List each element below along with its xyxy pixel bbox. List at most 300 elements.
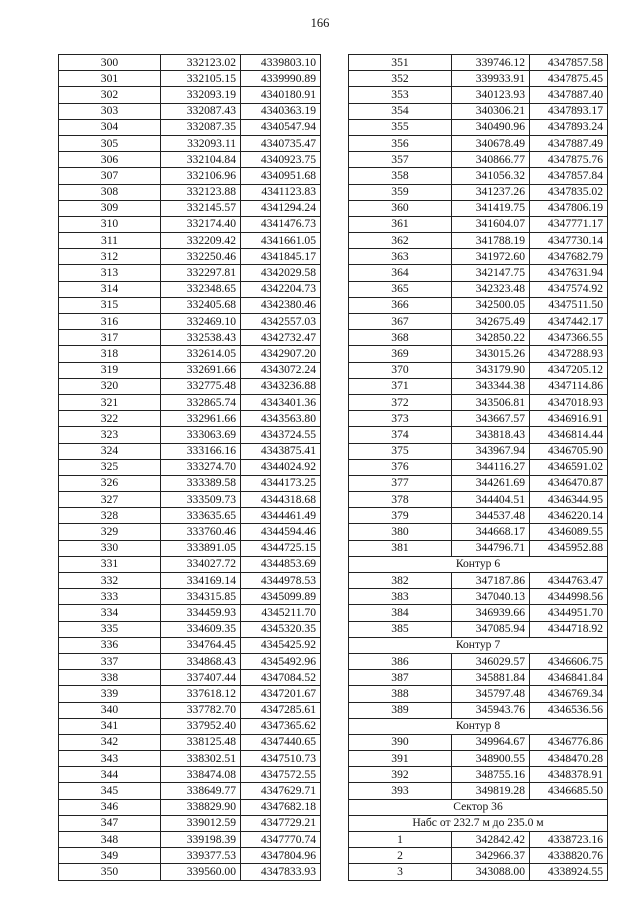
point-number: 356 xyxy=(349,135,452,151)
coordinate-y: 4340180.91 xyxy=(241,87,321,103)
coordinate-x: 334868.43 xyxy=(161,653,241,669)
point-number: 392 xyxy=(349,767,452,783)
coordinate-x: 340123.93 xyxy=(452,87,530,103)
point-number: 315 xyxy=(59,297,161,313)
table-row xyxy=(349,443,608,459)
table-row xyxy=(59,767,321,783)
coordinate-y: 4341845.17 xyxy=(241,249,321,265)
table-row xyxy=(349,216,608,232)
point-number: 303 xyxy=(59,103,161,119)
point-number: 330 xyxy=(59,540,161,556)
coordinate-y: 4347857.84 xyxy=(530,168,608,184)
coordinate-x: 333166.16 xyxy=(161,443,241,459)
coordinate-x: 332775.48 xyxy=(161,378,241,394)
table-row xyxy=(349,686,608,702)
table-row xyxy=(59,233,321,249)
coordinate-y: 4344725.15 xyxy=(241,540,321,556)
coordinate-y: 4347084.52 xyxy=(241,670,321,686)
point-number: 370 xyxy=(349,362,452,378)
table-row xyxy=(59,605,321,621)
section-header-row xyxy=(349,799,608,815)
section-header: Контур 7 xyxy=(349,637,608,653)
coordinate-x: 342842.42 xyxy=(452,832,530,848)
coordinate-x: 339198.39 xyxy=(161,832,241,848)
coordinate-x: 334027.72 xyxy=(161,556,241,572)
table-row xyxy=(349,492,608,508)
table-row xyxy=(59,589,321,605)
coordinate-x: 344796.71 xyxy=(452,540,530,556)
coordinate-x: 332348.65 xyxy=(161,281,241,297)
point-number: 374 xyxy=(349,427,452,443)
coordinate-x: 343967.94 xyxy=(452,443,530,459)
table-row xyxy=(59,508,321,524)
coordinate-y: 4342907.20 xyxy=(241,346,321,362)
coordinate-y: 4340923.75 xyxy=(241,152,321,168)
table-row xyxy=(59,362,321,378)
coordinate-y: 4347574.92 xyxy=(530,281,608,297)
table-row xyxy=(349,135,608,151)
coordinate-x: 333389.58 xyxy=(161,475,241,491)
coordinate-x: 338829.90 xyxy=(161,799,241,815)
table-row xyxy=(349,346,608,362)
point-number: 343 xyxy=(59,751,161,767)
coordinate-x: 340490.96 xyxy=(452,119,530,135)
point-number: 308 xyxy=(59,184,161,200)
point-number: 345 xyxy=(59,783,161,799)
table-row xyxy=(59,475,321,491)
coordinate-y: 4346841.84 xyxy=(530,670,608,686)
point-number: 381 xyxy=(349,540,452,556)
table-row xyxy=(59,799,321,815)
point-number: 373 xyxy=(349,411,452,427)
coordinate-x: 341972.60 xyxy=(452,249,530,265)
coordinate-x: 332104.84 xyxy=(161,152,241,168)
section-header-row xyxy=(349,815,608,831)
point-number: 310 xyxy=(59,216,161,232)
point-number: 391 xyxy=(349,751,452,767)
table-row xyxy=(59,297,321,313)
table-row xyxy=(59,686,321,702)
coordinate-y: 4347510.73 xyxy=(241,751,321,767)
table-row xyxy=(59,492,321,508)
coordinate-x: 349964.67 xyxy=(452,734,530,750)
point-number: 336 xyxy=(59,637,161,653)
table-row xyxy=(59,459,321,475)
point-number: 365 xyxy=(349,281,452,297)
coordinate-x: 332614.05 xyxy=(161,346,241,362)
section-header-row xyxy=(349,718,608,734)
coordinate-x: 342500.05 xyxy=(452,297,530,313)
point-number: 305 xyxy=(59,135,161,151)
point-number: 355 xyxy=(349,119,452,135)
coordinate-x: 337782.70 xyxy=(161,702,241,718)
coordinate-y: 4347511.50 xyxy=(530,297,608,313)
table-row xyxy=(349,233,608,249)
coordinate-y: 4345952.88 xyxy=(530,540,608,556)
coordinate-y: 4340547.94 xyxy=(241,119,321,135)
section-header-row xyxy=(349,637,608,653)
table-row xyxy=(59,848,321,864)
coordinate-x: 338125.48 xyxy=(161,734,241,750)
coordinate-y: 4340951.68 xyxy=(241,168,321,184)
coordinate-x: 334169.14 xyxy=(161,573,241,589)
table-row xyxy=(349,119,608,135)
coordinate-y: 4346591.02 xyxy=(530,459,608,475)
point-number: 309 xyxy=(59,200,161,216)
point-number: 2 xyxy=(349,848,452,864)
coordinate-y: 4345099.89 xyxy=(241,589,321,605)
table-row xyxy=(349,184,608,200)
point-number: 301 xyxy=(59,71,161,87)
coordinate-x: 341788.19 xyxy=(452,233,530,249)
coordinate-y: 4342732.47 xyxy=(241,330,321,346)
coordinate-x: 342850.22 xyxy=(452,330,530,346)
table-row xyxy=(59,249,321,265)
coordinate-x: 343344.38 xyxy=(452,378,530,394)
point-number: 320 xyxy=(59,378,161,394)
point-number: 341 xyxy=(59,718,161,734)
coordinate-y: 4341476.73 xyxy=(241,216,321,232)
table-row xyxy=(349,168,608,184)
coordinate-y: 4347442.17 xyxy=(530,314,608,330)
point-number: 377 xyxy=(349,475,452,491)
table-row xyxy=(349,87,608,103)
coordinate-y: 4347833.93 xyxy=(241,864,321,880)
coordinate-y: 4343563.80 xyxy=(241,411,321,427)
coordinate-y: 4346344.95 xyxy=(530,492,608,508)
point-number: 314 xyxy=(59,281,161,297)
coordinate-x: 341419.75 xyxy=(452,200,530,216)
point-number: 321 xyxy=(59,394,161,410)
coordinate-x: 343088.00 xyxy=(452,864,530,880)
coordinate-x: 332250.46 xyxy=(161,249,241,265)
point-number: 369 xyxy=(349,346,452,362)
point-number: 354 xyxy=(349,103,452,119)
table-row xyxy=(59,103,321,119)
table-row xyxy=(349,200,608,216)
coordinate-y: 4345320.35 xyxy=(241,621,321,637)
coordinate-y: 4347631.94 xyxy=(530,265,608,281)
coordinate-y: 4346220.14 xyxy=(530,508,608,524)
coordinate-x: 334315.85 xyxy=(161,589,241,605)
coordinate-y: 4343875.41 xyxy=(241,443,321,459)
coordinate-y: 4344998.56 xyxy=(530,589,608,605)
coordinate-x: 338302.51 xyxy=(161,751,241,767)
coordinate-y: 4346470.87 xyxy=(530,475,608,491)
coordinate-x: 339012.59 xyxy=(161,815,241,831)
coordinate-x: 342966.37 xyxy=(452,848,530,864)
table-row xyxy=(349,767,608,783)
coordinate-x: 344537.48 xyxy=(452,508,530,524)
coordinate-x: 345943.76 xyxy=(452,702,530,718)
point-number: 350 xyxy=(59,864,161,880)
coordinate-y: 4347893.24 xyxy=(530,119,608,135)
table-row xyxy=(59,216,321,232)
coordinate-y: 4339803.10 xyxy=(241,55,321,71)
point-number: 328 xyxy=(59,508,161,524)
point-number: 339 xyxy=(59,686,161,702)
table-row xyxy=(59,637,321,653)
coordinate-y: 4347440.65 xyxy=(241,734,321,750)
point-number: 386 xyxy=(349,653,452,669)
point-number: 363 xyxy=(349,249,452,265)
coordinate-y: 4347893.17 xyxy=(530,103,608,119)
table-row xyxy=(59,832,321,848)
point-number: 390 xyxy=(349,734,452,750)
table-row xyxy=(59,653,321,669)
table-row xyxy=(349,589,608,605)
point-number: 344 xyxy=(59,767,161,783)
coordinate-x: 332209.42 xyxy=(161,233,241,249)
coordinate-y: 4344461.49 xyxy=(241,508,321,524)
coordinate-y: 4342380.46 xyxy=(241,297,321,313)
table-row xyxy=(349,394,608,410)
point-number: 380 xyxy=(349,524,452,540)
coordinate-x: 332297.81 xyxy=(161,265,241,281)
point-number: 359 xyxy=(349,184,452,200)
coordinate-y: 4346606.75 xyxy=(530,653,608,669)
table-row xyxy=(59,71,321,87)
coordinate-y: 4344951.70 xyxy=(530,605,608,621)
coordinate-y: 4343724.55 xyxy=(241,427,321,443)
coordinate-y: 4344594.46 xyxy=(241,524,321,540)
coordinate-y: 4342204.73 xyxy=(241,281,321,297)
coordinate-x: 341056.32 xyxy=(452,168,530,184)
coordinate-x: 332691.66 xyxy=(161,362,241,378)
point-number: 357 xyxy=(349,152,452,168)
table-row xyxy=(59,670,321,686)
coordinate-y: 4347875.76 xyxy=(530,152,608,168)
coordinate-x: 332093.11 xyxy=(161,135,241,151)
table-row xyxy=(59,55,321,71)
table-row xyxy=(59,394,321,410)
point-number: 332 xyxy=(59,573,161,589)
table-row xyxy=(59,87,321,103)
point-number: 327 xyxy=(59,492,161,508)
coordinate-y: 4348470.28 xyxy=(530,751,608,767)
coordinate-x: 340678.49 xyxy=(452,135,530,151)
coordinate-x: 338474.08 xyxy=(161,767,241,783)
coordinate-y: 4346089.55 xyxy=(530,524,608,540)
point-number: 367 xyxy=(349,314,452,330)
point-number: 342 xyxy=(59,734,161,750)
coordinate-y: 4344173.25 xyxy=(241,475,321,491)
coordinate-x: 348755.16 xyxy=(452,767,530,783)
table-row xyxy=(349,605,608,621)
point-number: 324 xyxy=(59,443,161,459)
coordinate-y: 4346916.91 xyxy=(530,411,608,427)
coordinate-y: 4347771.17 xyxy=(530,216,608,232)
table-row xyxy=(59,184,321,200)
point-number: 385 xyxy=(349,621,452,637)
point-number: 334 xyxy=(59,605,161,621)
table-row xyxy=(349,848,608,864)
coordinate-x: 338649.77 xyxy=(161,783,241,799)
coordinate-y: 4347114.86 xyxy=(530,378,608,394)
coordinate-x: 346029.57 xyxy=(452,653,530,669)
point-number: 3 xyxy=(349,864,452,880)
coordinate-y: 4347729.21 xyxy=(241,815,321,831)
coordinate-x: 332405.68 xyxy=(161,297,241,313)
point-number: 323 xyxy=(59,427,161,443)
point-number: 387 xyxy=(349,670,452,686)
table-row xyxy=(59,573,321,589)
coordinate-y: 4346814.44 xyxy=(530,427,608,443)
coordinate-y: 4338820.76 xyxy=(530,848,608,864)
coordinate-x: 345797.48 xyxy=(452,686,530,702)
coordinate-x: 332174.40 xyxy=(161,216,241,232)
table-row xyxy=(59,540,321,556)
point-number: 368 xyxy=(349,330,452,346)
coordinate-y: 4347366.55 xyxy=(530,330,608,346)
coordinate-y: 4346769.34 xyxy=(530,686,608,702)
coordinate-y: 4344024.92 xyxy=(241,459,321,475)
section-header: Контур 6 xyxy=(349,556,608,572)
coordinate-x: 333509.73 xyxy=(161,492,241,508)
coordinate-x: 332087.35 xyxy=(161,119,241,135)
table-row xyxy=(349,362,608,378)
table-row xyxy=(59,718,321,734)
table-row xyxy=(349,103,608,119)
coordinate-y: 4347682.79 xyxy=(530,249,608,265)
coordinate-x: 332469.10 xyxy=(161,314,241,330)
coordinate-x: 349819.28 xyxy=(452,783,530,799)
table-row xyxy=(349,508,608,524)
table-row xyxy=(349,475,608,491)
coordinate-y: 4347629.71 xyxy=(241,783,321,799)
table-row xyxy=(59,427,321,443)
point-number: 333 xyxy=(59,589,161,605)
coordinate-y: 4338723.16 xyxy=(530,832,608,848)
point-number: 340 xyxy=(59,702,161,718)
coordinate-y: 4340363.19 xyxy=(241,103,321,119)
coordinate-x: 337952.40 xyxy=(161,718,241,734)
coordinate-x: 342147.75 xyxy=(452,265,530,281)
coordinate-x: 344116.27 xyxy=(452,459,530,475)
coordinate-y: 4338924.55 xyxy=(530,864,608,880)
point-number: 364 xyxy=(349,265,452,281)
coordinate-x: 344404.51 xyxy=(452,492,530,508)
coordinate-y: 4347887.49 xyxy=(530,135,608,151)
table-row xyxy=(59,815,321,831)
coordinate-y: 4344853.69 xyxy=(241,556,321,572)
table-row xyxy=(59,330,321,346)
point-number: 353 xyxy=(349,87,452,103)
coordinate-y: 4345425.92 xyxy=(241,637,321,653)
point-number: 352 xyxy=(349,71,452,87)
coordinate-y: 4347857.58 xyxy=(530,55,608,71)
coordinate-y: 4341123.83 xyxy=(241,184,321,200)
table-row xyxy=(59,281,321,297)
point-number: 348 xyxy=(59,832,161,848)
coordinate-y: 4344718.92 xyxy=(530,621,608,637)
table-row xyxy=(349,411,608,427)
section-header: Набс от 232.7 м до 235.0 м xyxy=(349,815,608,831)
table-row xyxy=(349,734,608,750)
coordinate-x: 332145.57 xyxy=(161,200,241,216)
point-number: 317 xyxy=(59,330,161,346)
table-row xyxy=(59,751,321,767)
coordinate-x: 343506.81 xyxy=(452,394,530,410)
table-row xyxy=(349,621,608,637)
coordinate-y: 4347572.55 xyxy=(241,767,321,783)
coordinate-y: 4339990.89 xyxy=(241,71,321,87)
table-row xyxy=(59,265,321,281)
coordinate-y: 4341294.24 xyxy=(241,200,321,216)
coordinate-x: 337618.12 xyxy=(161,686,241,702)
point-number: 382 xyxy=(349,573,452,589)
table-row xyxy=(349,832,608,848)
coordinate-x: 333063.69 xyxy=(161,427,241,443)
table-row xyxy=(349,459,608,475)
table-row xyxy=(59,168,321,184)
table-row xyxy=(349,524,608,540)
coordinate-y: 4341661.05 xyxy=(241,233,321,249)
section-header: Контур 8 xyxy=(349,718,608,734)
point-number: 329 xyxy=(59,524,161,540)
coordinate-y: 4347806.19 xyxy=(530,200,608,216)
point-number: 325 xyxy=(59,459,161,475)
coordinate-y: 4344318.68 xyxy=(241,492,321,508)
coordinate-y: 4343236.88 xyxy=(241,378,321,394)
coordinate-y: 4344763.47 xyxy=(530,573,608,589)
table-row xyxy=(349,55,608,71)
table-row xyxy=(349,653,608,669)
point-number: 306 xyxy=(59,152,161,168)
coordinate-x: 339377.53 xyxy=(161,848,241,864)
point-number: 375 xyxy=(349,443,452,459)
coordinate-y: 4347887.40 xyxy=(530,87,608,103)
table-row xyxy=(349,71,608,87)
coordinate-y: 4346776.86 xyxy=(530,734,608,750)
table-row xyxy=(59,378,321,394)
point-number: 304 xyxy=(59,119,161,135)
point-number: 362 xyxy=(349,233,452,249)
coordinate-y: 4340735.47 xyxy=(241,135,321,151)
table-row xyxy=(59,411,321,427)
coordinate-x: 339746.12 xyxy=(452,55,530,71)
coordinate-y: 4342029.58 xyxy=(241,265,321,281)
coordinate-y: 4346705.90 xyxy=(530,443,608,459)
point-number: 337 xyxy=(59,653,161,669)
point-number: 389 xyxy=(349,702,452,718)
table-row xyxy=(349,751,608,767)
coordinate-x: 345881.84 xyxy=(452,670,530,686)
table-row xyxy=(349,864,608,880)
coordinate-x: 348900.55 xyxy=(452,751,530,767)
table-row xyxy=(349,427,608,443)
coordinate-x: 343015.26 xyxy=(452,346,530,362)
coordinate-x: 343818.43 xyxy=(452,427,530,443)
point-number: 351 xyxy=(349,55,452,71)
coordinate-x: 347187.86 xyxy=(452,573,530,589)
page-number: 166 xyxy=(310,16,330,30)
coordinate-y: 4347730.14 xyxy=(530,233,608,249)
table-row xyxy=(349,249,608,265)
point-number: 335 xyxy=(59,621,161,637)
coordinate-x: 334764.45 xyxy=(161,637,241,653)
coordinate-x: 347040.13 xyxy=(452,589,530,605)
coordinate-x: 333760.46 xyxy=(161,524,241,540)
table-row xyxy=(59,135,321,151)
coordinate-x: 332105.15 xyxy=(161,71,241,87)
point-number: 371 xyxy=(349,378,452,394)
point-number: 302 xyxy=(59,87,161,103)
point-number: 326 xyxy=(59,475,161,491)
coordinate-x: 343179.90 xyxy=(452,362,530,378)
point-number: 378 xyxy=(349,492,452,508)
coordinate-y: 4347835.02 xyxy=(530,184,608,200)
